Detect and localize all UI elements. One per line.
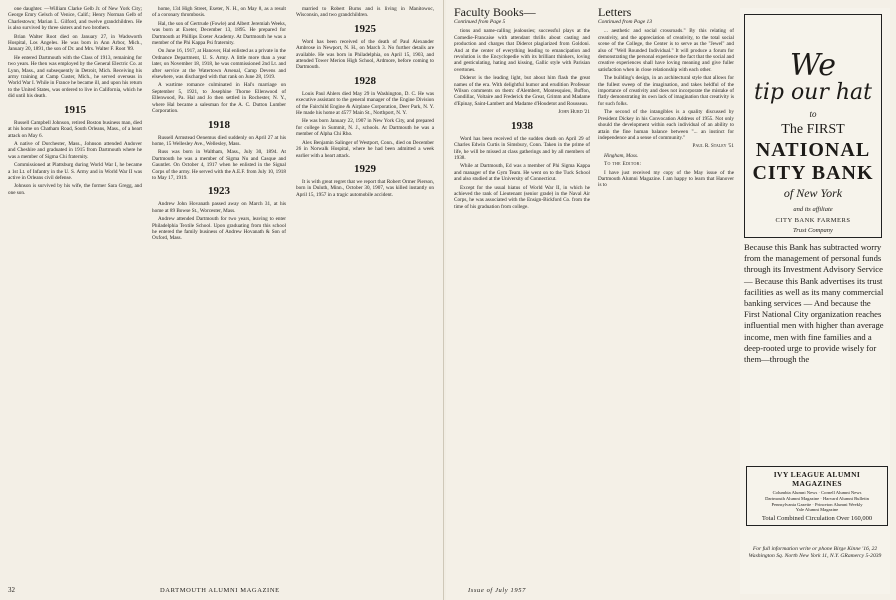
text-block: one daughter. —William Clarke Gelb Jr. of New York City; George Emry Gelsch of Venice, Calif.; Henry Norman Gelb of Charlestown; Marian L. Gilford, and twelve grandchildren. He is also survived by three sisters and two brothers.	[8, 6, 142, 32]
page-footer: Issue of July 1957	[468, 587, 526, 594]
ad-bank-line-1: The FIRST	[781, 122, 845, 137]
ad-trust-company: Trust Company	[793, 227, 833, 234]
text-block: Russell Campbell Johnson, retired Boston business man, died at his home on Chatham Road, South Orleans, Mass., of a heart attack on May 6.	[8, 119, 142, 139]
section-title: Letters	[598, 6, 632, 19]
text-block: He entered Dartmouth with the Class of 1913, remaining for two years. He then was employed by the General Electric Co. at Lynn, Mass., and subsequently in Detroit, Mich. Receiving his army training at Camp Custer, Mich., he served overseas in World War I. While in France he became ill, and upon his return to the United States, was ordered to live in California, which he did until his death.	[8, 54, 142, 100]
ivy-magazine: Yale Alumni Magazine	[795, 507, 839, 513]
text-block: Russell Armstead Oenemus died suddenly on April 27 at his home, 15 Wellesley Ave., Wellesley, Mass.	[152, 134, 286, 147]
text-block: The second of the intangibles is a quality discussed by President Dickey in his Convocation Address of 1955. Not only should the development within each individual of an ability to attain the fine human balance between "... an instinct for independence and a sense of community."	[598, 109, 734, 141]
ad-contact-info: For full information write or phone Birge Kinne '16, 22 Washington Sq. North New York 11, N.Y. GRamercy 5-2039	[748, 546, 882, 559]
ivy-magazine: Dartmouth Alumni Magazine	[765, 495, 820, 501]
text-block: home, 134 High Street, Exeter, N. H., on May 8, as a result of a coronary thrombosis.	[152, 6, 286, 19]
text-block: Alex Benjamin Salinger of Westport, Conn., died on December 26 in Norwalk Hospital, where he had been admitted a week earlier with a heart attack.	[296, 139, 434, 159]
ad-tip-our-hat: tip our hat	[753, 80, 872, 105]
page-footer: DARTMOUTH ALUMNI MAGAZINE	[160, 587, 280, 594]
text-block: A wartime romance culminated in Hal's marriage on September 5, 1921, to Josephine Thorne Ellenwood of Ellenwood, Pa. Hal and Jo then settled in Rochester, N. Y., where Hal became a salesman for the A. C. Dutton Lumber Corporation.	[152, 82, 286, 115]
ivy-magazine: Harvard Alumni Bulletin	[822, 495, 869, 501]
signature: John Hurd '21	[558, 109, 590, 116]
class-year-heading: 1915	[64, 103, 86, 116]
ad-header-box	[744, 14, 882, 238]
ad-bank-line-2: NATIONAL CITY BANK	[752, 139, 874, 184]
ivy-magazine: Columbia Alumni News	[772, 490, 818, 495]
text-block: Hal, the son of Gertrude (Fowle) and Albert Jeremiah Weeks, was born at Exeter, December 13, 1895. He prepared for Dartmouth at Phillips Exeter Academy. At Dartmouth he was a member of the Phi Kappa Psi fraternity.	[152, 20, 286, 47]
section-title: Faculty Books—	[454, 6, 536, 19]
section-continuation: Continued from Page 13	[598, 19, 653, 25]
ivy-magazine-list: Columbia Alumni News · Cornell Alumni News Dartmouth Alumni Magazine · Harvard Alumni Bulletin Pennsylvania Gazette · Princeton Alumni Weekly Yale Alumni Magazine	[765, 490, 869, 513]
page-number: 32	[8, 586, 15, 594]
ad-trust-name: CITY BANK FARMERS	[775, 217, 851, 224]
left-page	[0, 0, 444, 600]
ivy-title: IVY LEAGUE ALUMNI MAGAZINES	[773, 470, 861, 488]
ivy-magazine: Pennsylvania Gazette	[771, 501, 812, 507]
text-block: On June 16, 1917, at Hanover, Hal enlisted as a private in the Ordnance Department, U. S. Army. A little more than a year later, on November 18, 1918, he was commissioned 2nd Lt. and after service at the Watertown Arsenal, Camp Devens and elsewhere, was discharged with that rank on June 28, 1919.	[152, 48, 286, 81]
text-block: Russ was born in Waltham, Mass., July 30, 1894. At Dartmouth he was a member of Sigma Nu and Casque and Gauntlet. On October 4, 1917 when he enlisted in the Signal Corps of the army. He served with the A.E.F. from July 10, 1918 to May 17, 1919.	[152, 149, 286, 181]
ivy-magazine: Princeton Alumni Weekly	[814, 501, 863, 507]
text-block: ... aesthetic and social crossroads." By this relating of creativity, and the appreciation of creativity, to the total social scene of the College, the Center is to serve as the "Jewel" and also of "Well Rounded Individual." It will produce a forum for demonstrating the personal experience the fact that the social and creative experiences shall have loving meaning and give fuller satisfaction when in close relationship with each other.	[598, 28, 734, 73]
text-block: tions and name-calling jealousies; successful plays at the Comedie-Francaise with attendant thrills about casting and production and charges that Diderot plagiarized from Goldoni. And at the center of everything leading to emancipation and revolution is the Encyclopedie with its brilliant thinkers, loving and gesticulating, hating and kissing, Gallic style with Parisian overtones.	[454, 28, 590, 73]
text-block: The building's design, in an architectural style that allows for the fullest sweep of the imagination, and takes heldful of the importance of creativity and does not incorporate the mistake of flatly demonstrating its own lack of imagination that creativity is for such folks.	[598, 75, 734, 107]
ad-bank-line-3: of New York	[783, 186, 843, 200]
text-block: Andrew John Hovanath passed away on March 31, at his home at 89 Bowse St., Worcester, Mass.	[152, 201, 286, 214]
class-year-heading: 1929	[354, 162, 376, 175]
section-continuation: Continued from Page 5	[454, 19, 506, 25]
ad-body-text: Because this Bank has subtracted worry from the management of personal funds through its Investment Advisory Service — Because this Bank advertises its trust facilities as well as its many commercial banking services — And because the First National City organization reaches influential men with higher than average income, men with fine families and a deep-rooted urge to provide wisely for them—through the	[744, 242, 884, 365]
text-block: Diderot is the leading light, but about him flash the great names of the era. With delightful humor and erudition Professor Wilson comments on them: d'Alembert, Montesquieu, Buffon, Condillac, Voltaire and Frederick the Great, Grimm and Madame d'Epinay, Saint-Lambert and Madame d'Houdetot and Rousseau.	[454, 75, 590, 107]
text-block: While at Dartmouth, Ed was a member of Phi Sigma Kappa and manager of the Gym Team. He went on to the Tuck School and also studied at the University of Connecticut.	[454, 163, 590, 183]
class-year-heading: 1938	[511, 119, 533, 132]
letter-salutation: To the Editor:	[604, 161, 642, 168]
left-column-1	[8, 6, 142, 576]
text-block: It is with great regret that we report that Robert Ormer Pierson, born in Duluth, Minn., October 30, 1907, was killed instantly on April 15, 1957 in a tragic automobile accident.	[296, 178, 434, 198]
signature: Paul R. Staley '51	[692, 143, 734, 150]
ivy-league-box	[746, 466, 888, 526]
ad-affiliate: and its affiliate	[793, 206, 833, 213]
text-block: I have just received my copy of the May issue of the Dartmouth Alumni Magazine. I am happy to learn that Hanover is to	[598, 169, 734, 189]
ad-to: to	[809, 109, 817, 119]
class-year-heading: 1925	[354, 22, 376, 35]
class-year-heading: 1918	[208, 118, 230, 131]
class-year-heading: 1923	[208, 185, 230, 198]
left-column-3	[296, 6, 434, 576]
text-block: Andrew attended Dartmouth for two years, leaving to enter Philadelphia Textile School. Upon graduating from this school he entered the family business of Andrew Hovanath & Son of Oxford, Mass.	[152, 216, 286, 242]
text-block: He was born January 22, 1907 in New York City, and prepared for college in Summit, N. J., schools. At Dartmouth he was a member of Alpha Chi Rho.	[296, 118, 434, 138]
right-column-2	[598, 6, 734, 576]
text-block: Commissioned at Plattsburg during World War I, he became a 1st Lt. of Infantry in the U. S. Army and in World War II was active in Orleans civil defense.	[8, 162, 142, 181]
ad-we: We	[789, 48, 837, 83]
text-block: A native of Dorchester, Mass., Johnson attended Andover and Cheshire and graduated in 1915 from Dartmouth where he was a member of Sigma Chi fraternity.	[8, 140, 142, 160]
right-column-1	[454, 6, 590, 576]
text-block: Word has been received of the death of Paul Alexander Ambrose in Newport, N. H., on March 3. No further details are available. He was born in Philadelphia, on April 15, 1903, and attended Tower Merion High School, Ardmore, before coming to Dartmouth.	[296, 38, 434, 71]
text-block: Except for the usual hiatus of World War II, in which he achieved the rank of Lieutenant (senior grade) in the Naval Air Corps, he was associated with the Ensign-Bickford Co. from the time of his graduation from college.	[454, 184, 590, 210]
letter-place: Hingham, Mass.	[604, 152, 639, 159]
text-block: Brian Walter Root died on January 27, in Wadsworth Hospital, Los Angeles. He was born in Ann Arbor, Mich., January 20, 1891, the son of Dr. and Mrs. Walter F. Root '89.	[8, 33, 142, 53]
ivy-total-circulation: Total Combined Circulation Over 160,000	[761, 515, 873, 523]
left-column-2	[152, 6, 286, 576]
text-block: Word has been received of the sudden death on April 29 of Charles Edwin Curtis in Simsbury, Conn. Taken in the prime of life, he will be missed at class gatherings and by all members of 1938.	[454, 135, 590, 161]
bank-advertisement	[740, 8, 890, 594]
text-block: married to Robert Burns and is living in Manitowoc, Wisconsin, and two grandchildren.	[296, 6, 434, 19]
text-block: Johnson is survived by his wife, the former Sara Gregg, and one son.	[8, 183, 142, 196]
ivy-magazine: Cornell Alumni News	[821, 490, 862, 495]
class-year-heading: 1928	[354, 74, 376, 87]
text-block: Louis Paul Ahlers died May 29 in Washington, D. C. He was executive assistant to the general manager of the Engine Division of the Fairchild Engine & Airplane Corporation, Deer Park, N. Y. He made his home at 4577 Main St., Northport, N. Y.	[296, 90, 434, 117]
